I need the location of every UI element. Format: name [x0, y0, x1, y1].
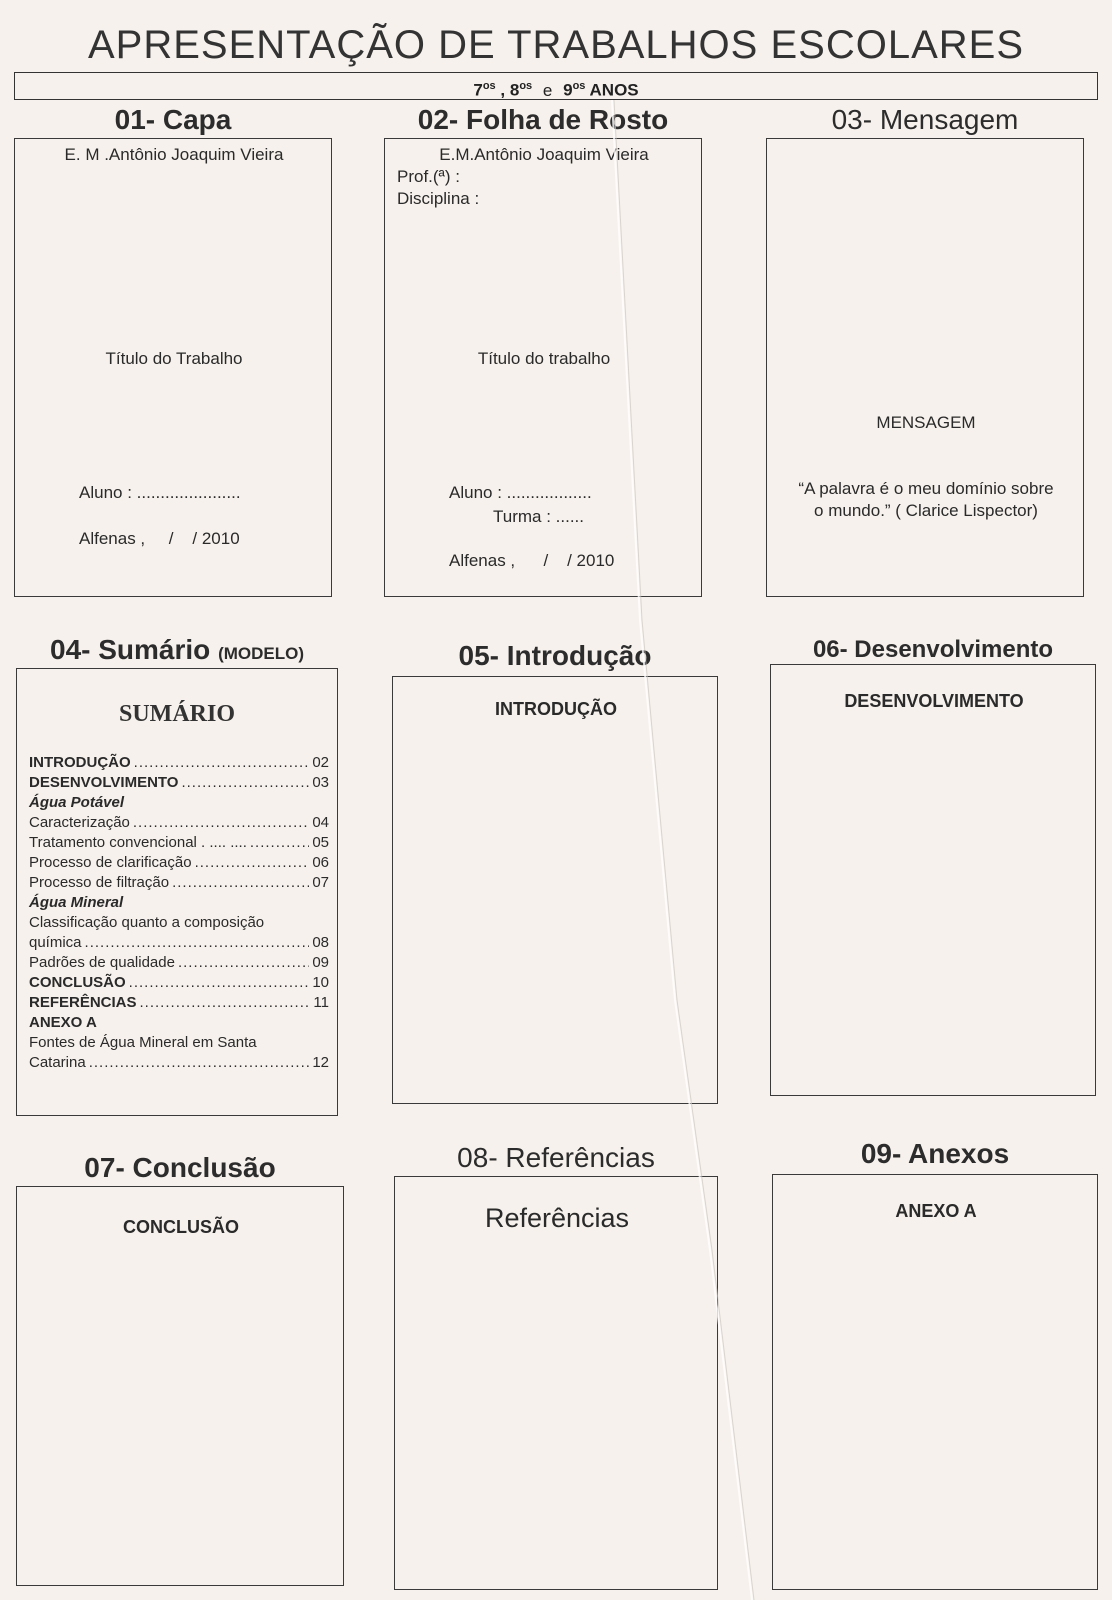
- grade-8-sup: os: [519, 80, 533, 92]
- sumario-row-label: Tratamento convencional . .... ....: [29, 834, 247, 851]
- sumario-row: [29, 1013, 329, 1033]
- grades-comma: ,: [500, 80, 506, 100]
- sumario-row-page: 08: [312, 934, 329, 951]
- grades-anos: ANOS: [589, 80, 639, 100]
- folha-rosto-discipline: Disciplina :: [397, 189, 480, 208]
- sumario-row-label: Classificação quanto a composição: [29, 914, 265, 931]
- sumario-row-dots: [89, 1053, 310, 1073]
- sumario-row: [29, 893, 329, 913]
- sumario-row: [29, 1033, 329, 1053]
- sumario-row: [29, 1053, 329, 1073]
- sumario-row-label: Água Mineral: [29, 894, 124, 911]
- capa-school: E. M .Antônio Joaquim Vieira: [64, 145, 284, 164]
- grade-8: 8: [509, 80, 520, 100]
- sumario-row: [29, 793, 329, 813]
- mensagem-label: MENSAGEM: [876, 413, 976, 432]
- folha-rosto-school: E.M.Antônio Joaquim Vieira: [439, 145, 649, 164]
- grade-7: 7: [473, 80, 483, 100]
- sumario-heading-main: 04- Sumário: [50, 634, 211, 665]
- sumario-row-label: Processo de filtração: [29, 874, 170, 891]
- sumario-row-page: 06: [312, 854, 329, 871]
- page-title: APRESENTAÇÃO DE TRABALHOS ESCOLARES: [88, 23, 1024, 67]
- sumario-list: [29, 753, 329, 1073]
- sumario-row-page: 11: [313, 994, 329, 1011]
- sumario-row-label: INTRODUÇÃO: [29, 754, 131, 771]
- sumario-row-dots: [129, 973, 310, 993]
- sumario-row-label: DESENVOLVIMENTO: [29, 774, 179, 791]
- sumario-row-label: química: [29, 934, 82, 951]
- sumario-row-page: 10: [312, 974, 329, 991]
- sumario-row-dots: [250, 833, 309, 853]
- sumario-heading-model: (MODELO): [218, 644, 304, 663]
- conclusao-panel: [16, 1186, 344, 1586]
- sumario-row-dots: [85, 933, 310, 953]
- sumario-row-page: 07: [312, 874, 329, 891]
- capa-student: Aluno : ......................: [79, 483, 241, 502]
- sumario-row-dots: [133, 813, 309, 833]
- sumario-row-label: Água Potável: [29, 794, 125, 811]
- referencias-label: Referências: [484, 1203, 630, 1233]
- sumario-row-page: 04: [312, 814, 329, 831]
- capa-panel: [14, 138, 332, 597]
- sumario-row-label: Padrões de qualidade: [29, 954, 175, 971]
- desenvolvimento-panel: [770, 664, 1096, 1096]
- grades-banner: [14, 72, 1098, 100]
- folha-rosto-class: Turma : ......: [493, 507, 584, 526]
- sumario-row-page: 03: [312, 774, 329, 791]
- folha-rosto-place-date: Alfenas , / / 2010: [449, 551, 615, 570]
- introducao-heading: 05- Introdução: [458, 640, 652, 671]
- grade-7-sup: os: [482, 80, 496, 92]
- sumario-panel: [16, 668, 338, 1116]
- sumario-row-page: 02: [312, 754, 329, 771]
- folha-rosto-student: Aluno : ..................: [449, 483, 592, 502]
- sumario-row-label: Caracterização: [29, 814, 130, 831]
- folha-rosto-work-title: Título do trabalho: [477, 349, 611, 368]
- sumario-row: [29, 933, 329, 953]
- sumario-row-label: Processo de clarificação: [29, 854, 192, 871]
- referencias-panel: [394, 1176, 718, 1590]
- folha-rosto-prof: Prof.(ª) :: [397, 167, 460, 186]
- referencias-heading: 08- Referências: [457, 1142, 655, 1173]
- sumario-row-label: REFERÊNCIAS: [29, 994, 137, 1011]
- sumario-row-dots: [181, 773, 309, 793]
- sumario-heading: [16, 634, 338, 670]
- sumario-row: [29, 833, 329, 853]
- mensagem-quote-line2: o mundo.” ( Clarice Lispector): [814, 501, 1038, 520]
- sumario-row: [29, 813, 329, 833]
- sumario-row-label: ANEXO A: [29, 1014, 97, 1031]
- anexos-heading: 09- Anexos: [860, 1138, 1010, 1169]
- desenvolvimento-label: DESENVOLVIMENTO: [844, 691, 1024, 711]
- mensagem-quote-line1: “A palavra é o meu domínio sobre: [798, 479, 1054, 498]
- grades-and: e: [542, 80, 553, 100]
- mensagem-heading: 03- Mensagem: [831, 104, 1019, 135]
- capa-work-title: Título do Trabalho: [105, 349, 243, 368]
- sumario-row-label: Catarina: [29, 1054, 86, 1071]
- sumario-row: [29, 753, 329, 773]
- sumario-row: [29, 853, 329, 873]
- sumario-row: [29, 993, 329, 1013]
- sumario-row: [29, 973, 329, 993]
- capa-place-date: Alfenas , / / 2010: [79, 529, 240, 548]
- grade-9: 9: [563, 80, 573, 100]
- capa-heading: 01- Capa: [114, 104, 232, 135]
- sumario-label: SUMÁRIO: [118, 701, 235, 727]
- sumario-row: [29, 953, 329, 973]
- mensagem-panel: [766, 138, 1084, 597]
- sumario-row: [29, 913, 329, 933]
- sumario-row-page: 05: [312, 834, 329, 851]
- conclusao-heading: 07- Conclusão: [84, 1152, 276, 1183]
- introducao-panel: [392, 676, 718, 1104]
- sumario-row-page: 12: [312, 1054, 329, 1071]
- sumario-row-label: Fontes de Água Mineral em Santa: [29, 1034, 257, 1051]
- grade-9-sup: os: [572, 80, 586, 92]
- sumario-row-dots: [172, 873, 309, 893]
- folha-rosto-heading: 02- Folha de Rosto: [417, 104, 669, 135]
- folha-rosto-panel: [384, 138, 702, 597]
- sumario-row-page: 09: [312, 954, 329, 971]
- sumario-row-dots: [140, 993, 311, 1013]
- sumario-row-dots: [195, 853, 310, 873]
- sumario-row-dots: [134, 753, 310, 773]
- sumario-row-dots: [178, 953, 309, 973]
- sumario-row: [29, 773, 329, 793]
- desenvolvimento-heading: 06- Desenvolvimento: [812, 636, 1054, 663]
- sumario-row: [29, 873, 329, 893]
- anexos-label: ANEXO A: [895, 1201, 977, 1221]
- sumario-row-label: CONCLUSÃO: [29, 974, 126, 991]
- conclusao-label: CONCLUSÃO: [123, 1217, 239, 1237]
- anexos-panel: [772, 1174, 1098, 1590]
- introducao-label: INTRODUÇÃO: [495, 699, 617, 719]
